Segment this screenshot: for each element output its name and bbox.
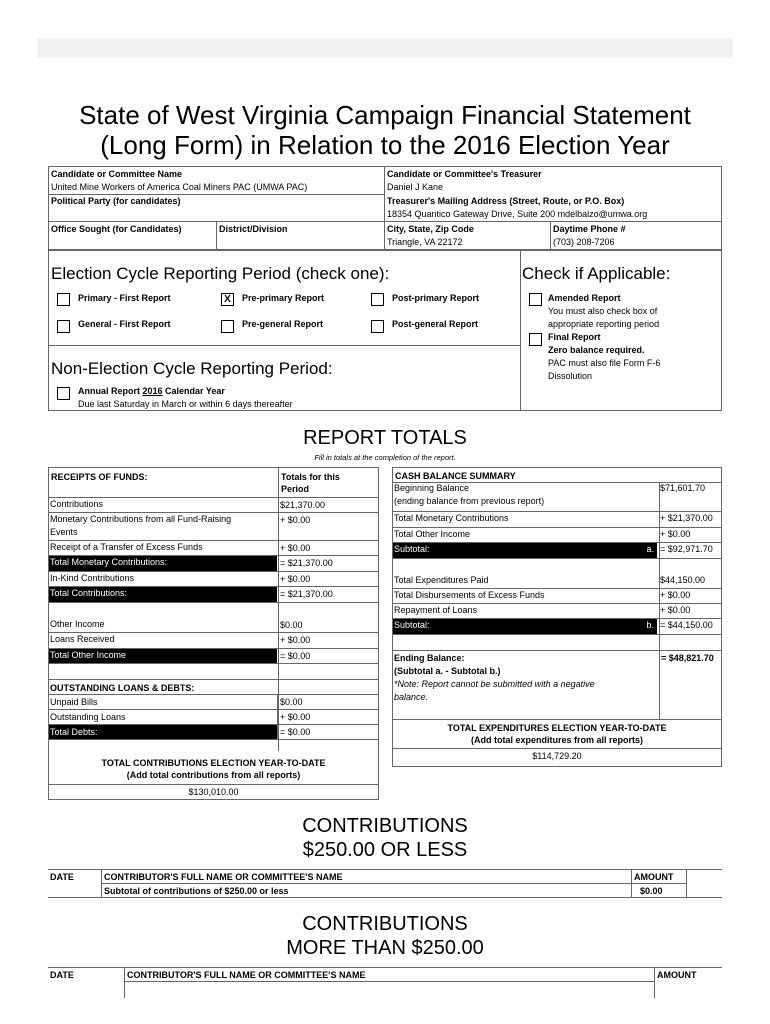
cash-row <box>392 574 722 589</box>
receipts-row-value: = $21,370.00 <box>280 589 333 599</box>
cash-row-label: Subtotal: b. <box>393 619 657 634</box>
contrib-large-heading-1: CONTRIBUTIONS <box>302 913 468 935</box>
address-value: 18354 Quantico Gateway Drive, Suite 200 mdelbalzo@umwa.org <box>387 209 648 219</box>
receipts-row <box>48 513 379 541</box>
expend-ytd-label: TOTAL EXPENDITURES ELECTION YEAR-TO-DATE (Add total expenditures from all reports) <box>447 723 667 745</box>
receipts-row <box>48 587 379 603</box>
receipts-row-label: Total Contributions: <box>49 587 277 602</box>
amended-note-2: appropriate reporting period <box>548 319 660 329</box>
subtotal-letter: a. <box>646 544 654 554</box>
cash-row-label: Repayment of Loans <box>394 605 478 615</box>
final-label: Final Report <box>548 332 601 342</box>
ending-balance-sub: (Subtotal a. - Subtotal b.) <box>394 666 501 676</box>
cash-row <box>392 482 722 512</box>
loans-row-label: Unpaid Bills <box>50 697 98 707</box>
report-totals-heading: REPORT TOTALS <box>303 427 467 449</box>
loans-row-label: Outstanding Loans <box>50 712 126 722</box>
general-first-label: General - First Report <box>78 319 171 329</box>
page-title <box>0 100 770 160</box>
annual-report-note: Due last Saturday in March or within 6 days thereafter <box>78 399 293 409</box>
contrib-small-date-header: DATE <box>50 872 74 882</box>
post-general-label: Post-general Report <box>392 319 479 329</box>
party-label: Political Party (for candidates) <box>51 196 181 206</box>
contrib-small-subtotal-label: Subtotal of contributions of $250.00 or less <box>104 886 289 896</box>
cash-row-value: = $92,971.70 <box>660 544 713 554</box>
subtotal-letter: b. <box>646 620 654 630</box>
loans-row <box>48 725 379 740</box>
contrib-small-heading-1: CONTRIBUTIONS <box>302 815 468 837</box>
post-primary-label: Post-primary Report <box>392 293 480 303</box>
receipts-row <box>48 618 379 633</box>
pre-primary-check-mark: X <box>224 294 231 305</box>
address-label: Treasurer's Mailing Address (Street, Route, or P.O. Box) <box>387 196 625 206</box>
candidate-label: Candidate or Committee Name <box>51 169 183 179</box>
cash-row-value: $71,601.70 <box>660 483 706 493</box>
pre-primary-label: Pre-primary Report <box>242 293 325 303</box>
zero-balance-label: Zero balance required. <box>548 345 645 355</box>
receipts-row-label: Receipt of a Transfer of Excess Funds <box>50 542 203 552</box>
receipts-row-label: Loans Received <box>50 634 115 644</box>
reporting-period-box <box>48 250 722 411</box>
treasurer-value: Daniel J Kane <box>387 182 444 192</box>
receipts-row-label: Other Income <box>50 619 105 629</box>
receipts-col-header: Totals for this Period <box>281 472 340 494</box>
ending-note-2: balance. <box>394 692 429 702</box>
contrib-large-table <box>48 967 722 997</box>
contrib-small-table <box>48 869 722 898</box>
receipts-row <box>48 541 379 556</box>
contrib-small-name-header: CONTRIBUTOR'S FULL NAME OR COMMITTEE'S NAME <box>104 872 343 882</box>
loans-row <box>48 695 379 710</box>
loans-row-label: Total Debts: <box>49 725 277 739</box>
receipts-row-value: + $0.00 <box>280 543 311 553</box>
cash-header: CASH BALANCE SUMMARY <box>395 471 516 481</box>
top-bar <box>37 38 733 58</box>
loans-row <box>48 710 379 725</box>
title-line-1: State of West Virginia Campaign Financial Statement <box>79 100 691 130</box>
contrib-large-heading-2: MORE THAN $250.00 <box>286 937 484 959</box>
pre-general-checkbox[interactable] <box>221 320 234 333</box>
non-election-heading: Non-Election Cycle Reporting Period: <box>51 359 333 378</box>
receipts-row-label: Total Monetary Contributions: <box>49 556 277 571</box>
loans-row-value: + $0.00 <box>280 712 311 722</box>
contrib-small-amount-header: AMOUNT <box>634 872 674 882</box>
cash-row <box>392 619 722 635</box>
phone-label: Daytime Phone # <box>553 224 626 234</box>
cash-row <box>392 604 722 619</box>
cash-row-label: Total Expenditures Paid <box>394 575 489 585</box>
cash-row-label: Beginning Balance (ending balance from previous report) <box>394 483 545 506</box>
receipts-row-label: In-Kind Contributions <box>50 573 135 583</box>
contrib-ytd-value: $130,010.00 <box>188 787 239 797</box>
cash-row-value: + $21,370.00 <box>660 513 713 523</box>
phone-value: (703) 208-7206 <box>553 237 615 247</box>
loans-header: OUTSTANDING LOANS & DEBTS: <box>50 683 195 693</box>
pre-primary-checkbox[interactable] <box>221 293 234 306</box>
receipts-row-value: + $0.00 <box>280 635 311 645</box>
primary-first-label: Primary - First Report <box>78 293 171 303</box>
office-label: Office Sought (for Candidates) <box>51 224 182 234</box>
receipts-header: RECEIPTS OF FUNDS: <box>51 472 148 482</box>
election-cycle-heading: Election Cycle Reporting Period (check one): <box>51 264 390 283</box>
ending-balance-value: = $48,821.70 <box>661 653 714 663</box>
cash-row <box>392 512 722 528</box>
city-label: City, State, Zip Code <box>387 224 474 234</box>
contrib-ytd-label: TOTAL CONTRIBUTIONS ELECTION YEAR-TO-DATE (Add total contributions from all reports) <box>101 758 326 780</box>
primary-first-checkbox[interactable] <box>57 293 70 306</box>
receipts-row-value: + $0.00 <box>280 515 311 525</box>
receipts-row-label: Contributions <box>50 499 104 509</box>
header-grid <box>48 166 722 250</box>
amended-note-1: You must also check box of <box>548 306 658 316</box>
contrib-small-heading-2: $250.00 OR LESS <box>302 839 468 861</box>
post-general-checkbox[interactable] <box>371 320 384 333</box>
loans-row-value: $0.00 <box>280 697 303 707</box>
receipts-row-value: + $0.00 <box>280 574 311 584</box>
receipts-row <box>48 556 379 572</box>
receipts-row <box>48 633 379 649</box>
loans-row-value: = $0.00 <box>280 727 311 737</box>
contrib-large-date-header: DATE <box>50 970 74 980</box>
ending-balance-label: Ending Balance: <box>394 653 465 663</box>
receipts-row-label: Monetary Contributions from all Fund-Raising Events <box>50 514 232 537</box>
cash-row-value: + $0.00 <box>660 529 691 539</box>
contrib-large-name-header: CONTRIBUTOR'S FULL NAME OR COMMITTEE'S NAME <box>127 970 366 980</box>
receipts-row-value: $0.00 <box>280 620 303 630</box>
expend-ytd-value: $114,729.20 <box>532 751 582 761</box>
cash-row-value: = $44,150.00 <box>660 620 713 630</box>
pac-note-1: PAC must also file Form F-6 <box>548 358 661 368</box>
receipts-row-value: $21,370.00 <box>280 500 326 510</box>
cash-row <box>392 543 722 559</box>
annual-report-checkbox[interactable] <box>57 387 70 400</box>
cash-row-value: + $0.00 <box>660 605 691 615</box>
general-first-checkbox[interactable] <box>57 320 70 333</box>
annual-report-label: Annual Report 2016 Calendar Year <box>78 386 225 396</box>
cash-row-label: Total Other Income <box>394 529 471 539</box>
city-value: Triangle, VA 22172 <box>387 237 463 247</box>
contrib-large-amount-header: AMOUNT <box>657 970 697 980</box>
candidate-value: United Mine Workers of America Coal Miners PAC (UMWA PAC) <box>51 182 308 192</box>
receipts-row <box>48 498 379 513</box>
post-primary-checkbox[interactable] <box>371 293 384 306</box>
cash-row <box>392 528 722 543</box>
cash-row-label: Subtotal: a. <box>393 543 657 558</box>
applicable-heading: Check if Applicable: <box>522 264 671 283</box>
receipts-row-label: Total Other Income <box>49 649 277 663</box>
pac-note-2: Dissolution <box>548 371 593 381</box>
title-line-2: (Long Form) in Relation to the 2016 Election Year <box>100 130 670 160</box>
cash-row-label: Total Disbursements of Excess Funds <box>394 590 545 600</box>
receipts-row <box>48 572 379 587</box>
treasurer-label: Candidate or Committee's Treasurer <box>387 169 542 179</box>
amended-checkbox[interactable] <box>529 293 542 306</box>
receipts-row-value: = $0.00 <box>280 651 311 661</box>
ending-note-1: *Note: Report cannot be submitted with a negative <box>394 679 595 689</box>
cash-row-value: $44,150.00 <box>660 575 706 585</box>
pre-general-label: Pre-general Report <box>242 319 324 329</box>
cash-row-value: + $0.00 <box>660 590 691 600</box>
cash-row-label: Total Monetary Contributions <box>394 513 509 523</box>
contrib-small-subtotal-value: $0.00 <box>640 886 663 896</box>
receipts-row-value: = $21,370.00 <box>280 558 333 568</box>
receipts-row <box>48 649 379 664</box>
district-label: District/Division <box>219 224 288 234</box>
cash-row <box>392 589 722 604</box>
amended-label: Amended Report <box>548 293 621 303</box>
final-checkbox[interactable] <box>529 333 542 346</box>
report-totals-subheading: Fill in totals at the completion of the report. <box>314 453 456 462</box>
